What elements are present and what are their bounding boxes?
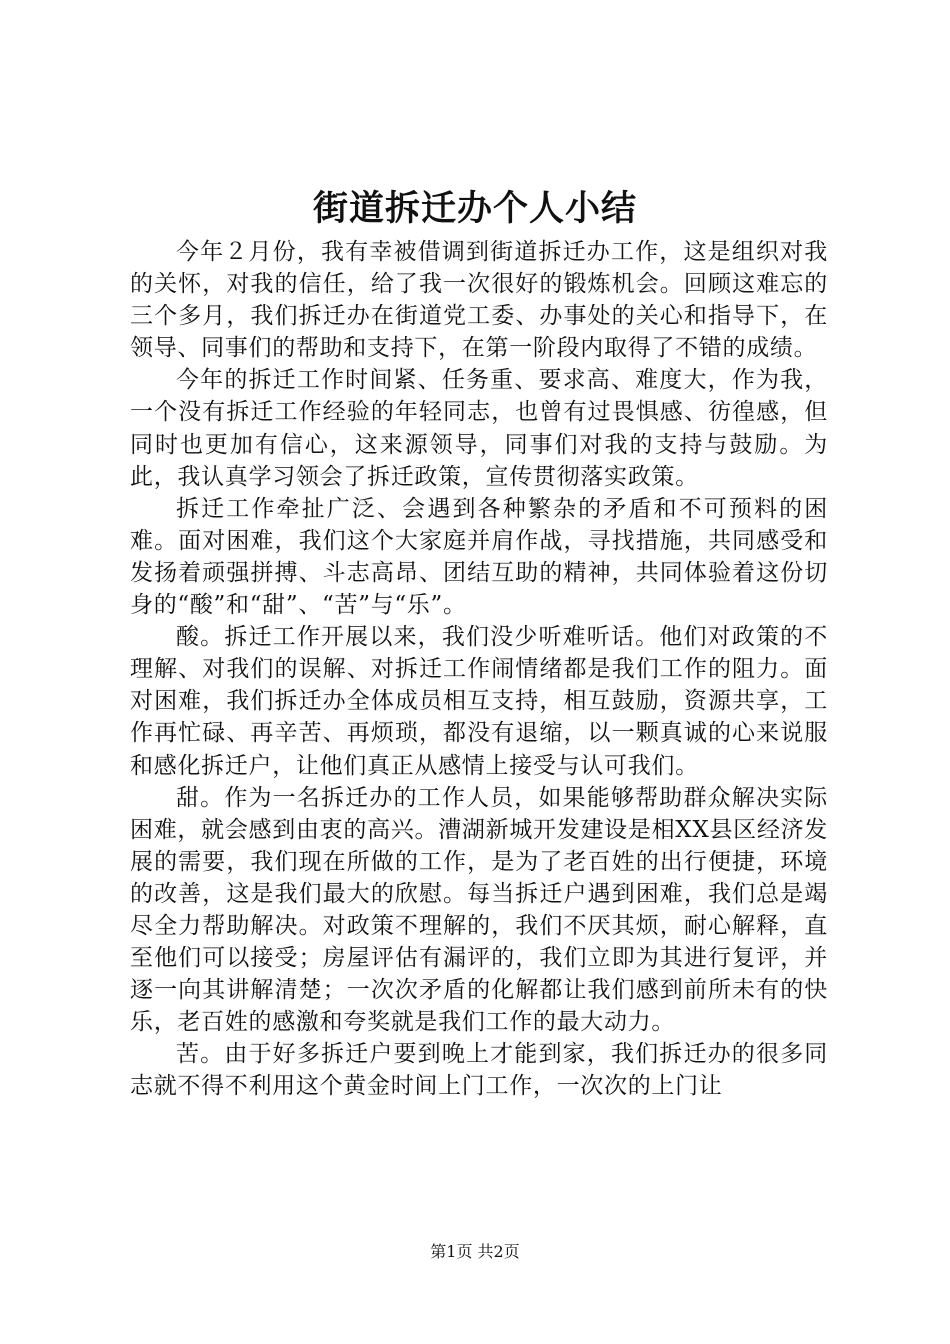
paragraph-sour: 酸。拆迁工作开展以来，我们没少听难听话。他们对政策的不理解、对我们的误解、对拆迁工作闹情绪都是我们工作的阻力。面对困难，我们拆迁办全体成员相互支持，相互鼓励，资源共享，工作再忙碌、再辛苦、再烦琐，都没有退缩，以一颗真诚的心来说服和感化拆迁户，让他们真正从感情上接受与认可我们。 (130, 624, 828, 779)
document-body (130, 236, 828, 1103)
paragraph-sweet: 甜。作为一名拆迁办的工作人员，如果能够帮助群众解决实际困难，就会感到由衷的高兴。漕湖新城开发建设是相XX县区经济发展的需要，我们现在所做的工作，是为了老百姓的出行便捷，环境的改善，这是我们最大的欣慰。每当拆迁户遇到困难，我们总是竭尽全力帮助解决。对政策不理解的，我们不厌其烦，耐心解释，直至他们可以接受；房屋评估有漏评的，我们立即为其进行复评，并逐一向其讲解清楚；一次次矛盾的化解都让我们感到前所未有的快乐，老百姓的感激和夸奖就是我们工作的最大动力。 (130, 784, 828, 1036)
document-title: 街道拆迁办个人小结 (312, 188, 637, 229)
paragraph-bitter: 苦。由于好多拆迁户要到晚上才能到家，我们拆迁办的很多同志就不得不利用这个黄金时间上门工作，一次次的上门让 (130, 1041, 828, 1100)
paragraph-intro: 今年２月份，我有幸被借调到街道拆迁办工作，这是组织对我的关怀，对我的信任，给了我一次很好的锻炼机会。回顾这难忘的三个多月，我们拆迁办在街道党工委、办事处的关心和指导下，在领导、同事们的帮助和支持下，在第一阶段内取得了不错的成绩。 (130, 239, 828, 362)
page-footer: 第1页 共2页 (430, 1242, 520, 1261)
paragraph-challenges: 今年的拆迁工作时间紧、任务重、要求高、难度大，作为我，一个没有拆迁工作经验的年轻同志，也曾有过畏惧感、彷徨感，但同时也更加有信心，这来源领导，同事们对我的支持与鼓励。为此，我认真学习领会了拆迁政策，宣传贯彻落实政策。 (130, 367, 828, 490)
paragraph-teamwork: 拆迁工作牵扯广泛、会遇到各种繁杂的矛盾和不可预料的困难。面对困难，我们这个大家庭并肩作战，寻找措施，共同感受和发扬着顽强拼搏、斗志高昂、团结互助的精神，共同体验着这份切身的“酸”和“甜”、“苦”与“乐”。 (130, 495, 828, 619)
